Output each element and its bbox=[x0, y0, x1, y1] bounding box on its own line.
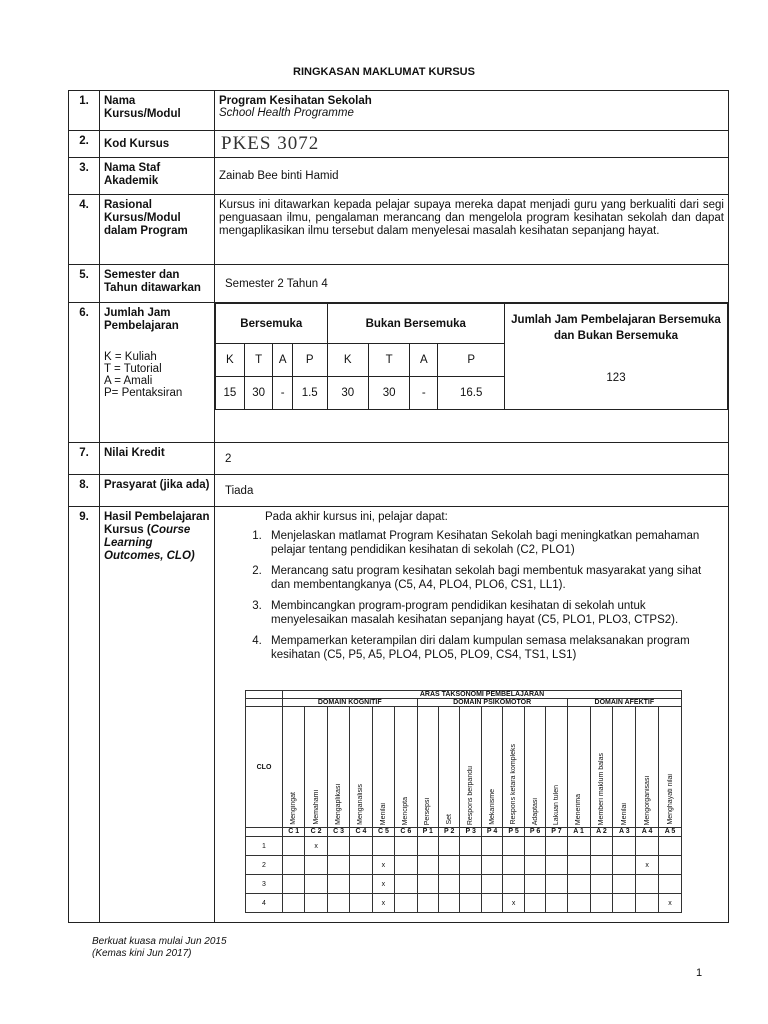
taxonomy-title: ARAS TAKSONOMI PEMBELAJARAN bbox=[283, 691, 682, 699]
semester: Semester 2 Tahun 4 bbox=[215, 265, 729, 303]
hours-table: Bersemuka Bukan Bersemuka Jumlah Jam Pembelajaran Bersemuka dan Bukan Bersemuka 123 K T A P K T A P 15 30 - 1.5 30 30 - 16.5 bbox=[215, 303, 728, 442]
credit-value: 2 bbox=[215, 443, 729, 475]
clo-item: 4. Mempamerkan keterampilan diri dalam kumpulan semasa melaksanakan program kesihatan (C5, P5, A5, PLO4, PLO5, PLO9, CS4, TS1, LS1) bbox=[265, 634, 718, 662]
level-code: P 4 bbox=[481, 828, 502, 837]
mark-cell bbox=[395, 875, 417, 894]
mark-cell bbox=[524, 875, 545, 894]
mark-cell bbox=[567, 894, 590, 913]
level-code: A 2 bbox=[590, 828, 613, 837]
level-header: Mekanisme bbox=[481, 707, 502, 828]
academic-staff: Zainab Bee binti Hamid bbox=[215, 158, 729, 195]
level-code: A 5 bbox=[659, 828, 682, 837]
mark-cell bbox=[659, 856, 682, 875]
mark-cell bbox=[567, 856, 590, 875]
level-code: P 1 bbox=[417, 828, 438, 837]
mark-cell: x bbox=[503, 894, 524, 913]
mark-cell: x bbox=[305, 837, 327, 856]
mark-cell bbox=[503, 837, 524, 856]
level-header: Set bbox=[438, 707, 459, 828]
row-number: 7. bbox=[69, 443, 100, 475]
mark-cell bbox=[460, 875, 481, 894]
mark-cell: x bbox=[659, 894, 682, 913]
mark-cell bbox=[481, 837, 502, 856]
mark-cell bbox=[350, 894, 372, 913]
level-header: Mengaplikasi bbox=[327, 707, 349, 828]
mark-cell bbox=[613, 856, 636, 875]
clo-row bbox=[246, 894, 682, 913]
page-number: 1 bbox=[696, 967, 703, 979]
mark-cell bbox=[546, 837, 567, 856]
level-header: Mengorganisasi bbox=[636, 707, 659, 828]
clo-row bbox=[246, 875, 682, 894]
rationale: Kursus ini ditawarkan kepada pelajar supaya mereka dapat menjadi guru yang berkualiti dari segi penguasaan ilmu, pengalaman merancang dan mengelola program kesihatan sekolah dan dapat mengaplikasikan ilmu tersebut dalam menyelesai masalah kesihatan sepanjang hayat. bbox=[215, 195, 729, 265]
domain-affective: DOMAIN AFEKTIF bbox=[567, 699, 681, 707]
row-number: 1. bbox=[69, 91, 100, 131]
level-code: C 3 bbox=[327, 828, 349, 837]
mark-cell bbox=[305, 894, 327, 913]
mark-cell: x bbox=[372, 856, 394, 875]
row-number: 9. bbox=[69, 507, 100, 923]
row-label: Rasional Kursus/Modul dalam Program bbox=[100, 195, 215, 265]
mark-cell bbox=[327, 837, 349, 856]
level-header: Lakuan tulen bbox=[546, 707, 567, 828]
level-header: Respons berpandu bbox=[460, 707, 481, 828]
row-number: 2. bbox=[69, 131, 100, 158]
mark-cell bbox=[460, 856, 481, 875]
row-label: Jumlah Jam Pembelajaran bbox=[104, 307, 179, 332]
row-label: Nama Staf Akademik bbox=[100, 158, 215, 195]
row-number: 3. bbox=[69, 158, 100, 195]
clo-number: 1 bbox=[246, 837, 283, 856]
clo-item: 1. Menjelaskan matlamat Program Kesihatan Sekolah bagi meningkatkan pemahaman pelajar tentang pendidikan kesihatan di sekolah (C2, PLO1) bbox=[265, 529, 718, 557]
mark-cell bbox=[395, 837, 417, 856]
level-header: Mencipta bbox=[395, 707, 417, 828]
mark-cell bbox=[372, 837, 394, 856]
mark-cell bbox=[417, 894, 438, 913]
mark-cell bbox=[481, 894, 502, 913]
level-code: P 5 bbox=[503, 828, 524, 837]
row-label: Kod Kursus bbox=[100, 131, 215, 158]
mark-cell bbox=[546, 856, 567, 875]
mark-cell bbox=[417, 837, 438, 856]
mark-cell bbox=[327, 894, 349, 913]
mark-cell bbox=[417, 856, 438, 875]
course-name: Program Kesihatan Sekolah School Health Programme bbox=[215, 91, 729, 131]
mark-cell bbox=[590, 856, 613, 875]
mark-cell bbox=[395, 856, 417, 875]
prerequisite: Tiada bbox=[215, 475, 729, 507]
level-header: Mengingat bbox=[283, 707, 305, 828]
mark-cell bbox=[350, 856, 372, 875]
mark-cell bbox=[590, 894, 613, 913]
mark-cell bbox=[546, 875, 567, 894]
mark-cell bbox=[350, 875, 372, 894]
row-label: Semester dan Tahun ditawarkan bbox=[100, 265, 215, 303]
level-code: C 4 bbox=[350, 828, 372, 837]
mark-cell bbox=[613, 894, 636, 913]
clo-number: 2 bbox=[246, 856, 283, 875]
clo-number: 3 bbox=[246, 875, 283, 894]
taxonomy-table bbox=[245, 690, 682, 913]
level-code: C 2 bbox=[305, 828, 327, 837]
mark-cell bbox=[438, 875, 459, 894]
level-header: Menerima bbox=[567, 707, 590, 828]
mark-cell bbox=[524, 894, 545, 913]
level-header: Menganalisis bbox=[350, 707, 372, 828]
level-code: C 5 bbox=[372, 828, 394, 837]
total-hours: 123 bbox=[606, 372, 626, 384]
row-label: Prasyarat (jika ada) bbox=[100, 475, 215, 507]
row-number: 6. bbox=[69, 303, 100, 443]
mark-cell bbox=[305, 856, 327, 875]
level-code: C 1 bbox=[283, 828, 305, 837]
row-label: Nama Kursus/Modul bbox=[100, 91, 215, 131]
mark-cell bbox=[590, 837, 613, 856]
mark-cell bbox=[503, 875, 524, 894]
mark-cell bbox=[438, 856, 459, 875]
mark-cell bbox=[438, 894, 459, 913]
hours-label-cell bbox=[100, 303, 215, 443]
clo-row bbox=[246, 856, 682, 875]
row-label: Nilai Kredit bbox=[100, 443, 215, 475]
mark-cell bbox=[327, 875, 349, 894]
mark-cell bbox=[524, 837, 545, 856]
mark-cell bbox=[524, 856, 545, 875]
mark-cell bbox=[305, 875, 327, 894]
mark-cell bbox=[567, 837, 590, 856]
mark-cell bbox=[395, 894, 417, 913]
mark-cell bbox=[283, 894, 305, 913]
mark-cell bbox=[659, 875, 682, 894]
clo-list bbox=[219, 529, 718, 662]
mark-cell: x bbox=[372, 894, 394, 913]
mark-cell bbox=[283, 837, 305, 856]
mark-cell: x bbox=[636, 856, 659, 875]
mark-cell bbox=[636, 894, 659, 913]
clo-item: 3. Membincangkan program-program pendidikan kesihatan di sekolah untuk menyelesaikan masalah kesihatan sepanjang hayat (C5, PLO1, PLO3, CTPS2). bbox=[265, 599, 718, 627]
mark-cell bbox=[567, 875, 590, 894]
mark-cell bbox=[438, 837, 459, 856]
mark-cell bbox=[590, 875, 613, 894]
row-number: 8. bbox=[69, 475, 100, 507]
footer: Berkuat kuasa mulai Jun 2015 (Kemas kini Jun 2017) bbox=[92, 936, 227, 959]
level-code: C 6 bbox=[395, 828, 417, 837]
clo-item: 2. Merancang satu program kesihatan sekolah bagi membentuk masyarakat yang sihat dan membentangkanya (C5, A4, PLO4, PLO6, CS1, LL1). bbox=[265, 564, 718, 592]
header-bukan-bersemuka: Bukan Bersemuka bbox=[327, 304, 504, 344]
course-code: PKES 3072 bbox=[221, 133, 320, 154]
mark-cell bbox=[460, 894, 481, 913]
mark-cell bbox=[283, 875, 305, 894]
mark-cell bbox=[350, 837, 372, 856]
mark-cell bbox=[327, 856, 349, 875]
level-header: Memberi maklum balas bbox=[590, 707, 613, 828]
mark-cell: x bbox=[372, 875, 394, 894]
mark-cell bbox=[636, 837, 659, 856]
level-header: Menghayati nilai bbox=[659, 707, 682, 828]
row-label: Hasil Pembelajaran Kursus (Course Learning Outcomes, CLO) bbox=[100, 507, 215, 923]
clo-cell bbox=[215, 507, 729, 923]
level-header: Persepsi bbox=[417, 707, 438, 828]
mark-cell bbox=[503, 856, 524, 875]
header-bersemuka: Bersemuka bbox=[216, 304, 328, 344]
mark-cell bbox=[613, 837, 636, 856]
mark-cell bbox=[546, 894, 567, 913]
level-code: P 3 bbox=[460, 828, 481, 837]
level-header: Menilai bbox=[372, 707, 394, 828]
clo-number: 4 bbox=[246, 894, 283, 913]
mark-cell bbox=[481, 856, 502, 875]
hours-legend: K = Kuliah T = Tutorial A = Amali P= Pentaksiran bbox=[104, 351, 183, 399]
header-jumlah: Jumlah Jam Pembelajaran Bersemuka dan Bukan Bersemuka 123 bbox=[505, 304, 728, 410]
mark-cell bbox=[481, 875, 502, 894]
level-code: P 7 bbox=[546, 828, 567, 837]
mark-cell bbox=[417, 875, 438, 894]
page-title: RINGKASAN MAKLUMAT KURSUS bbox=[293, 66, 475, 78]
clo-intro: Pada akhir kursus ini, pelajar dapat: bbox=[265, 511, 448, 523]
level-code: P 2 bbox=[438, 828, 459, 837]
level-header: Respons ketara kompleks bbox=[503, 707, 524, 828]
clo-header: CLO bbox=[246, 707, 283, 828]
level-code: A 1 bbox=[567, 828, 590, 837]
hours-cell bbox=[215, 303, 729, 443]
mark-cell bbox=[613, 875, 636, 894]
row-number: 5. bbox=[69, 265, 100, 303]
level-header: Menilai bbox=[613, 707, 636, 828]
domain-psychomotor: DOMAIN PSIKOMOTOR bbox=[417, 699, 567, 707]
level-code: P 6 bbox=[524, 828, 545, 837]
level-header: Adaptasi bbox=[524, 707, 545, 828]
row-number: 4. bbox=[69, 195, 100, 265]
mark-cell bbox=[636, 875, 659, 894]
clo-row bbox=[246, 837, 682, 856]
course-summary-table bbox=[68, 90, 729, 923]
domain-cognitive: DOMAIN KOGNITIF bbox=[283, 699, 418, 707]
level-code: A 3 bbox=[613, 828, 636, 837]
mark-cell bbox=[460, 837, 481, 856]
level-header: Memahami bbox=[305, 707, 327, 828]
mark-cell bbox=[659, 837, 682, 856]
mark-cell bbox=[283, 856, 305, 875]
level-code: A 4 bbox=[636, 828, 659, 837]
